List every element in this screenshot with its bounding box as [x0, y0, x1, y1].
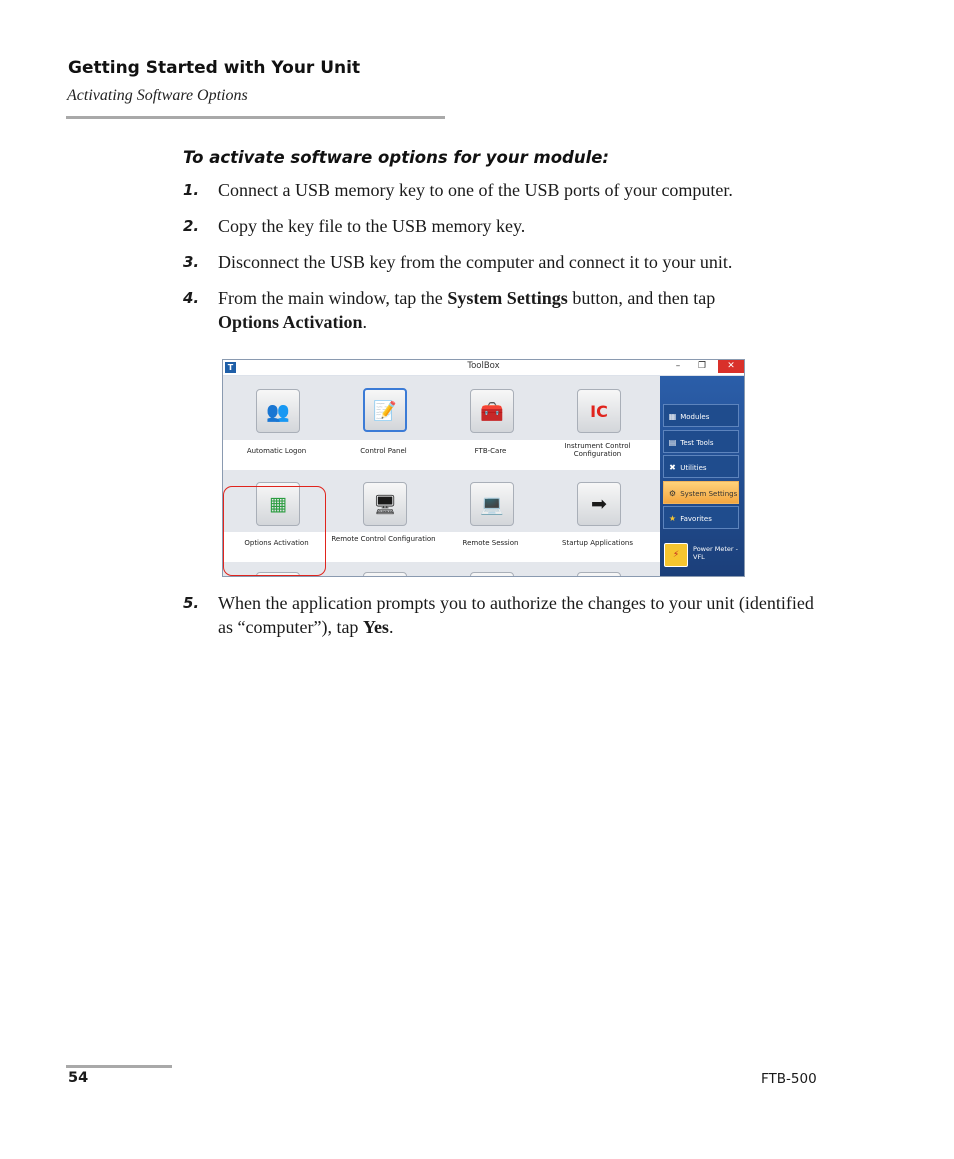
tile-control-panel[interactable]: [330, 376, 437, 470]
step-text-part: From the main window, tap the: [218, 288, 448, 308]
tile-startup-apps[interactable]: [544, 470, 651, 562]
step-text-part: .: [362, 312, 368, 332]
tile-remote-session[interactable]: [437, 470, 544, 562]
tile-instrument-control[interactable]: [544, 376, 651, 470]
app-name-line: Power Meter -: [693, 545, 738, 553]
procedure-title: To activate software options for your module:: [183, 148, 610, 167]
tile-partial[interactable]: [437, 562, 544, 576]
power-meter-icon: ⚡: [664, 543, 688, 567]
product-name: FTB-500: [761, 1071, 817, 1087]
window-title: ToolBox: [467, 361, 500, 371]
tile-label: Instrument Control Configuration: [564, 442, 631, 458]
footer-divider: [66, 1065, 172, 1068]
step-number: 2.: [183, 217, 200, 235]
tile-label: Startup Applications: [562, 539, 633, 547]
running-app-label: [693, 545, 738, 561]
step-5: [183, 591, 823, 639]
ui-term-yes: Yes: [362, 617, 389, 637]
tile-label: Remote Control Configuration: [331, 535, 436, 543]
sidebar-item-modules[interactable]: [663, 404, 739, 427]
step-text: Connect a USB memory key to one of the USB ports of your computer.: [218, 180, 733, 200]
sidebar-item-utilities[interactable]: [663, 455, 739, 478]
partial-tile-icon[interactable]: [470, 572, 514, 577]
options-activation-icon[interactable]: ▦: [256, 482, 300, 526]
partial-tile-icon[interactable]: [577, 572, 621, 577]
ui-term-options-activation: Options Activation: [218, 312, 363, 332]
step-text: [218, 591, 823, 639]
step-text: Disconnect the USB key from the computer and connect it to your unit.: [218, 252, 733, 272]
toolbox-sidebar: [660, 376, 744, 576]
tile-automatic-logon[interactable]: [223, 376, 330, 470]
step-3: [183, 250, 833, 274]
step-text-part: button, and then tap: [567, 288, 716, 308]
sidebar-item-favorites[interactable]: [663, 506, 739, 529]
partial-tile-icon[interactable]: [363, 572, 407, 577]
chapter-title: Getting Started with Your Unit: [68, 58, 361, 78]
window-titlebar: [223, 360, 744, 376]
startup-apps-icon[interactable]: ➡: [577, 482, 621, 526]
tile-label: Control Panel: [360, 447, 407, 455]
tile-ftb-care[interactable]: [437, 376, 544, 470]
step-text-part: When the application prompts you to authorize the changes to your unit (identified as “computer”), tap: [218, 593, 814, 637]
highlight-circle: [223, 486, 326, 576]
step-text: Copy the key file to the USB memory key.: [218, 216, 526, 236]
star-icon: ★: [668, 514, 677, 523]
tile-remote-control[interactable]: [330, 470, 437, 562]
step-2: [183, 214, 833, 238]
sidebar-item-label: System Settings: [680, 490, 738, 498]
step-4: [183, 286, 823, 334]
step-text-part: .: [388, 617, 394, 637]
remote-session-icon[interactable]: 💻: [470, 482, 514, 526]
app-name-line: VFL: [693, 553, 705, 561]
tile-label: Options Activation: [244, 539, 309, 547]
users-key-icon[interactable]: 👥: [256, 389, 300, 433]
tools-grid: [223, 376, 660, 576]
control-panel-icon[interactable]: 📝: [363, 388, 407, 432]
gear-icon: ⚙: [668, 489, 677, 498]
ftb-care-icon[interactable]: 🧰: [470, 389, 514, 433]
tile-label: FTB-Care: [474, 447, 507, 455]
step-number: 5.: [183, 594, 200, 612]
restore-icon[interactable]: ❐: [697, 361, 707, 371]
header-divider: [66, 116, 445, 119]
running-app-power-meter[interactable]: [663, 541, 741, 569]
tile-partial[interactable]: [330, 562, 437, 576]
tile-partial[interactable]: [544, 562, 651, 576]
sidebar-item-test-tools[interactable]: [663, 430, 739, 453]
step-number: 1.: [183, 181, 200, 199]
ui-term-system-settings: System Settings: [447, 288, 568, 308]
utilities-icon: ✖: [669, 463, 676, 472]
modules-icon: ▦: [668, 412, 677, 421]
instrument-control-icon[interactable]: IC: [577, 389, 621, 433]
section-title: Activating Software Options: [67, 87, 248, 104]
sidebar-item-label: Test Tools: [680, 439, 714, 447]
tile-label: Remote Session: [462, 539, 519, 547]
step-text: [218, 286, 823, 334]
sidebar-item-label: Utilities: [680, 464, 707, 472]
step-1: [183, 178, 833, 202]
remote-control-icon[interactable]: 🖥: [363, 482, 407, 526]
step-number: 4.: [183, 289, 200, 307]
test-tools-icon: ▤: [668, 438, 677, 447]
step-number: 3.: [183, 253, 200, 271]
minimize-icon[interactable]: –: [675, 361, 681, 371]
close-icon[interactable]: ✕: [718, 360, 744, 373]
tile-label: Automatic Logon: [246, 447, 307, 455]
toolbox-screenshot: [222, 359, 745, 577]
sidebar-item-system-settings[interactable]: [663, 481, 739, 504]
sidebar-item-label: Modules: [680, 413, 710, 421]
app-logo-icon: T: [225, 362, 236, 373]
sidebar-item-label: Favorites: [680, 515, 712, 523]
page-number: 54: [68, 1070, 89, 1086]
